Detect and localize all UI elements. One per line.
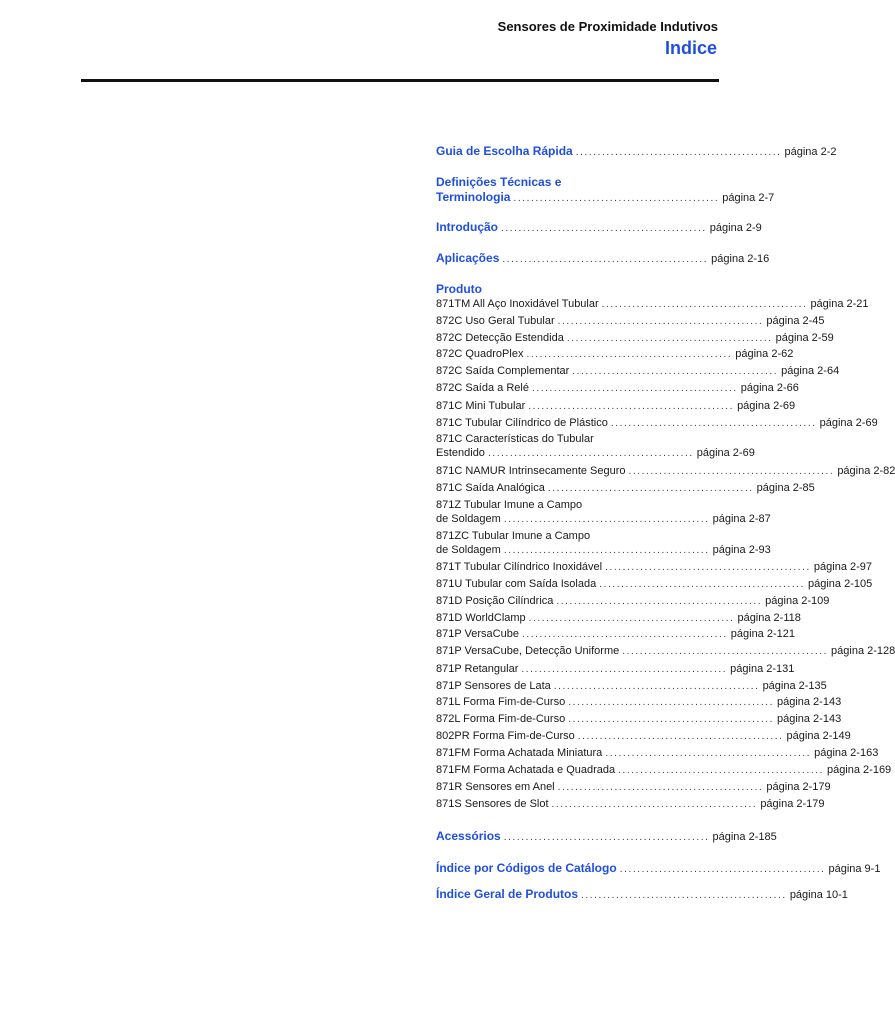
section-heading-produto: Produto <box>436 282 482 296</box>
toc-product-item-line1[interactable]: 871C Características do Tubular <box>436 433 594 445</box>
toc-product-item[interactable]: de Soldagem ............................................... página 2-87 <box>436 513 771 525</box>
page-title: Indice <box>664 38 717 58</box>
toc-product-item[interactable]: 871FM Forma Achatada Miniatura ............................................... página 2-163 <box>436 747 879 759</box>
toc-entry-page: página 2-16 <box>711 253 770 265</box>
toc-product-item[interactable]: 802PR Forma Fim-de-Curso ............................................... página 2-149 <box>436 730 851 742</box>
toc-entry-aplicacoes[interactable]: Aplicações ............................................... página 2-16 <box>436 251 770 265</box>
toc-product-item[interactable]: 871C Saída Analógica ............................................... página 2-85 <box>436 482 815 494</box>
toc-product-item[interactable]: 871T Tubular Cilíndrico Inoxidável ............................................... página 2-97 <box>436 561 873 573</box>
toc-entry-label: Índice Geral de Produtos <box>436 887 579 901</box>
toc-product-item[interactable]: 871U Tubular com Saída Isolada ............................................... página 2-105 <box>436 578 873 590</box>
toc-entry-acessorios[interactable]: Acessórios ............................................... página 2-185 <box>436 829 777 843</box>
toc-product-item[interactable]: 871R Sensores em Anel ............................................... página 2-179 <box>436 781 831 793</box>
toc-entry-label: Índice por Códigos de Catálogo <box>436 861 617 875</box>
toc-entry-guia[interactable]: Guia de Escolha Rápida ............................................... página 2-2 <box>436 144 837 158</box>
toc-entry-introducao[interactable]: Introdução ............................................... página 2-9 <box>436 220 762 234</box>
toc-product-item[interactable]: 871C NAMUR Intrinsecamente Seguro ............................................... página 2-82 <box>436 465 895 477</box>
toc-product-item[interactable]: 871C Tubular Cilíndrico de Plástico ............................................... página 2-69 <box>436 417 878 429</box>
toc-entry-page: página 2-2 <box>784 146 837 158</box>
toc-product-item[interactable]: Estendido ............................................... página 2-69 <box>436 447 755 459</box>
toc-entry-label: Introdução <box>436 220 498 234</box>
toc-product-item[interactable]: 872C Detecção Estendida ............................................... página 2-59 <box>436 332 834 344</box>
toc-entry-label: Terminologia <box>436 190 511 204</box>
toc-entry-label: Guia de Escolha Rápida <box>436 144 573 158</box>
toc-product-item[interactable]: 872L Forma Fim-de-Curso ............................................... página 2-143 <box>436 713 842 725</box>
toc-product-item[interactable]: 871TM All Aço Inoxidável Tubular ............................................... página 2-21 <box>436 298 869 310</box>
toc-product-item[interactable]: 872C Uso Geral Tubular ............................................... página 2-45 <box>436 315 825 327</box>
header-subtitle: Sensores de Proximidade Indutivos <box>497 19 718 34</box>
toc-entry-page: página 10-1 <box>789 889 848 901</box>
toc-product-item-line1[interactable]: 871Z Tubular Imune a Campo <box>436 499 583 511</box>
toc-product-item[interactable]: 871D Posição Cilíndrica ............................................... página 2-109 <box>436 595 830 607</box>
toc-entry-indice-geral[interactable]: Índice Geral de Produtos ............................................... página 10-1 <box>436 887 848 901</box>
toc-product-item[interactable]: 871P Retangular ............................................... página 2-131 <box>436 663 795 675</box>
toc-product-item[interactable]: 872C Saída a Relé ............................................... página 2-66 <box>436 382 799 394</box>
toc-entry-definicoes-line1[interactable]: Definições Técnicas e <box>436 175 562 189</box>
toc-product-item[interactable]: 871P VersaCube, Detecção Uniforme ............................................... página 2-128 <box>436 645 895 657</box>
toc-product-item[interactable]: 871D WorldClamp ............................................... página 2-118 <box>436 612 801 624</box>
toc-entry-page: página 2-9 <box>709 222 762 234</box>
toc-product-item[interactable]: 871S Sensores de Slot ............................................... página 2-179 <box>436 798 825 810</box>
toc-entry-page: página 2-7 <box>722 192 775 204</box>
toc-product-item[interactable]: 871FM Forma Achatada e Quadrada ............................................... página 2-169 <box>436 764 892 776</box>
toc-product-item[interactable]: 872C QuadroPlex ............................................... página 2-62 <box>436 348 794 360</box>
toc-product-item[interactable]: 871L Forma Fim-de-Curso ............................................... página 2-143 <box>436 696 842 708</box>
header-rule <box>81 79 719 82</box>
toc-entry-label: Aplicações <box>436 251 500 265</box>
toc-entry-page: página 2-185 <box>712 831 777 843</box>
toc-entry-label: Acessórios <box>436 829 501 843</box>
toc-product-item[interactable]: 871P VersaCube ............................................... página 2-121 <box>436 628 795 640</box>
toc-product-item[interactable]: 871C Mini Tubular ............................................... página 2-69 <box>436 400 796 412</box>
toc-product-item[interactable]: de Soldagem ............................................... página 2-93 <box>436 544 771 556</box>
toc-product-item[interactable]: 872C Saída Complementar ............................................... página 2-64 <box>436 365 840 377</box>
toc-entry-page: página 9-1 <box>828 863 881 875</box>
toc-entry-indice-codigos[interactable]: Índice por Códigos de Catálogo ............................................... página 9-1 <box>436 861 881 875</box>
toc-entry-definicoes[interactable]: Terminologia ............................................... página 2-7 <box>436 190 775 204</box>
toc-product-item-line1[interactable]: 871ZC Tubular Imune a Campo <box>436 530 591 542</box>
toc-product-item[interactable]: 871P Sensores de Lata ............................................... página 2-135 <box>436 680 827 692</box>
